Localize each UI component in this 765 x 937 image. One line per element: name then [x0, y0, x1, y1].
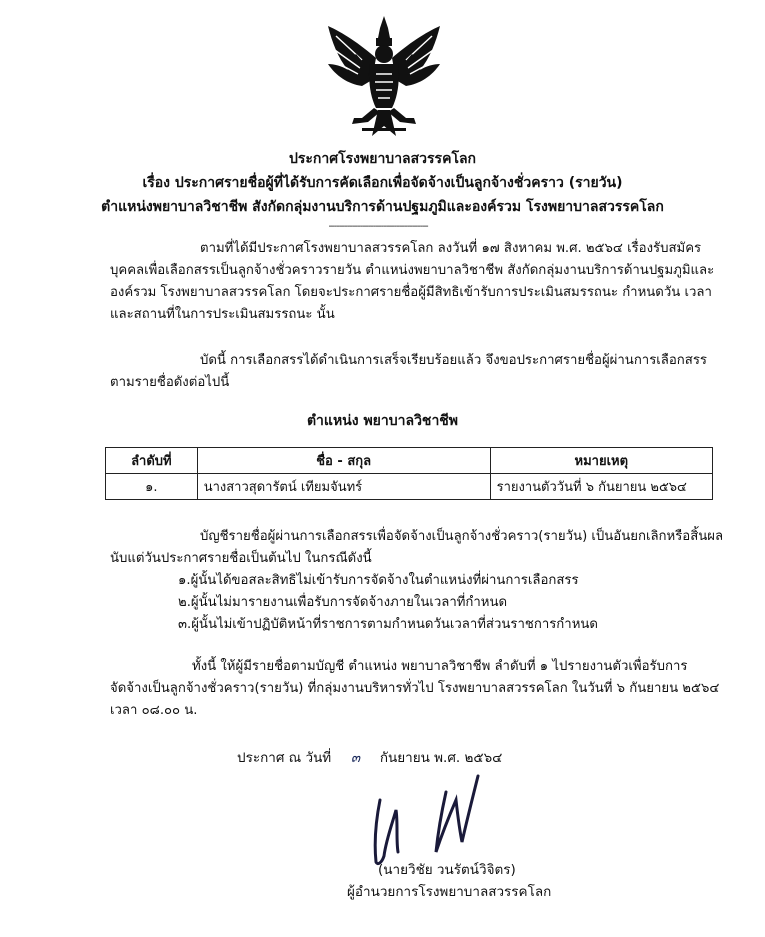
signer-title: ผู้อำนวยการโรงพยาบาลสวรรคโลก [347, 884, 552, 900]
paragraph-line: ตามที่ได้มีประกาศโรงพยาบาลสวรรคโลก ลงวันที่ ๑๗ สิงหาคม พ.ศ. ๒๕๖๔ เรื่องรับสมัคร [200, 241, 702, 256]
title-divider: -------------------------------------- [328, 221, 428, 232]
column-header-remark: หมายเหตุ [490, 448, 712, 474]
selected-candidates-table [105, 447, 713, 500]
announcement-date [237, 746, 502, 768]
column-header-order: ลำดับที่ [106, 448, 198, 474]
paragraph-line: ทั้งนี้ ให้ผู้มีรายชื่อตามบัญชี ตำแหน่ง พยาบาลวิชาชีพ ลำดับที่ ๑ ไปรายงานตัวเพื่อรับการ [192, 659, 688, 674]
paragraph-line: และสถานที่ในการประเมินสมรรถนะ นั้น [110, 307, 335, 322]
column-header-name: ชื่อ - สกุล [197, 448, 490, 474]
paragraph-line: ตามรายชื่อดังต่อไปนี้ [110, 375, 230, 390]
cell-remark: รายงานตัววันที่ ๖ กันยายน ๒๕๖๔ [490, 474, 712, 500]
paragraph-line: บุคคลเพื่อเลือกสรรเป็นลูกจ้างชั่วคราวรายวัน ตำแหน่งพยาบาลวิชาชีพ สังกัดกลุ่มงานบริการด้านปฐมภูมิและ [110, 263, 715, 278]
cell-order: ๑. [106, 474, 198, 500]
announce-suffix: กันยายน พ.ศ. ๒๕๖๔ [379, 750, 503, 766]
table-header-row [106, 448, 713, 474]
garuda-emblem-icon [322, 14, 446, 138]
condition-item: ๑.ผู้นั้นได้ขอสละสิทธิไม่เข้ารับการจัดจ้างในตำแหน่งที่ผ่านการเลือกสรร [178, 573, 579, 588]
condition-item: ๒.ผู้นั้นไม่มารายงานเพื่อรับการจัดจ้างภายในเวลาที่กำหนด [178, 595, 508, 610]
paragraph-line: จัดจ้างเป็นลูกจ้างชั่วคราว(รายวัน) ที่กลุ่มงานบริหารทั่วไป โรงพยาบาลสวรรคโลก ในวันที่ ๖ กันยายน ๒๕๖๔ [110, 681, 720, 696]
signer-name: (นายวิชัย วนรัตน์วิจิตร) [378, 862, 516, 878]
announce-prefix: ประกาศ ณ วันที่ [237, 750, 332, 766]
condition-item: ๓.ผู้นั้นไม่เข้าปฏิบัติหน้าที่ราชการตามกำหนดวันเวลาที่ส่วนราชการกำหนด [178, 617, 598, 632]
position-heading: ตำแหน่ง พยาบาลวิชาชีพ [306, 413, 459, 429]
signature-icon [350, 770, 520, 870]
paragraph-background [110, 238, 715, 326]
paragraph-line: บัดนี้ การเลือกสรรได้ดำเนินการเสร็จเรียบร้อยแล้ว จึงขอประกาศรายชื่อผู้ผ่านการเลือกสรร [200, 353, 708, 368]
announcement-position-line: ตำแหน่งพยาบาลวิชาชีพ สังกัดกลุ่มงานบริการด้านปฐมภูมิและองค์รวม โรงพยาบาลสวรรคโลก [101, 199, 664, 215]
paragraph-line: นับแต่วันประกาศรายชื่อเป็นต้นไป ในกรณีดังนี้ [110, 551, 372, 566]
paragraph-line: องค์รวม โรงพยาบาลสวรรคโลก โดยจะประกาศรายชื่อผู้มีสิทธิเข้ารับการประเมินสมรรถนะ กำหนดวัน เวลา [110, 285, 712, 300]
paragraph-reporting [110, 656, 720, 722]
cell-name: นางสาวสุดารัตน์ เทียมจันทร์ [197, 474, 490, 500]
table-row [106, 474, 713, 500]
paragraph-result [110, 350, 710, 394]
paragraph-line: เวลา ๐๘.๐๐ น. [110, 703, 198, 718]
announcement-subject: เรื่อง ประกาศรายชื่อผู้ที่ได้รับการคัดเลือกเพื่อจัดจ้างเป็นลูกจ้างชั่วคราว (รายวัน) [142, 175, 623, 191]
announce-day-handwritten: ๓ [350, 750, 361, 766]
paragraph-cancellation [110, 526, 724, 636]
announcement-title: ประกาศโรงพยาบาลสวรรคโลก [288, 151, 477, 167]
paragraph-line: บัญชีรายชื่อผู้ผ่านการเลือกสรรเพื่อจัดจ้างเป็นลูกจ้างชั่วคราว(รายวัน) เป็นอันยกเลิกหรือสิ้นผล [200, 529, 724, 544]
